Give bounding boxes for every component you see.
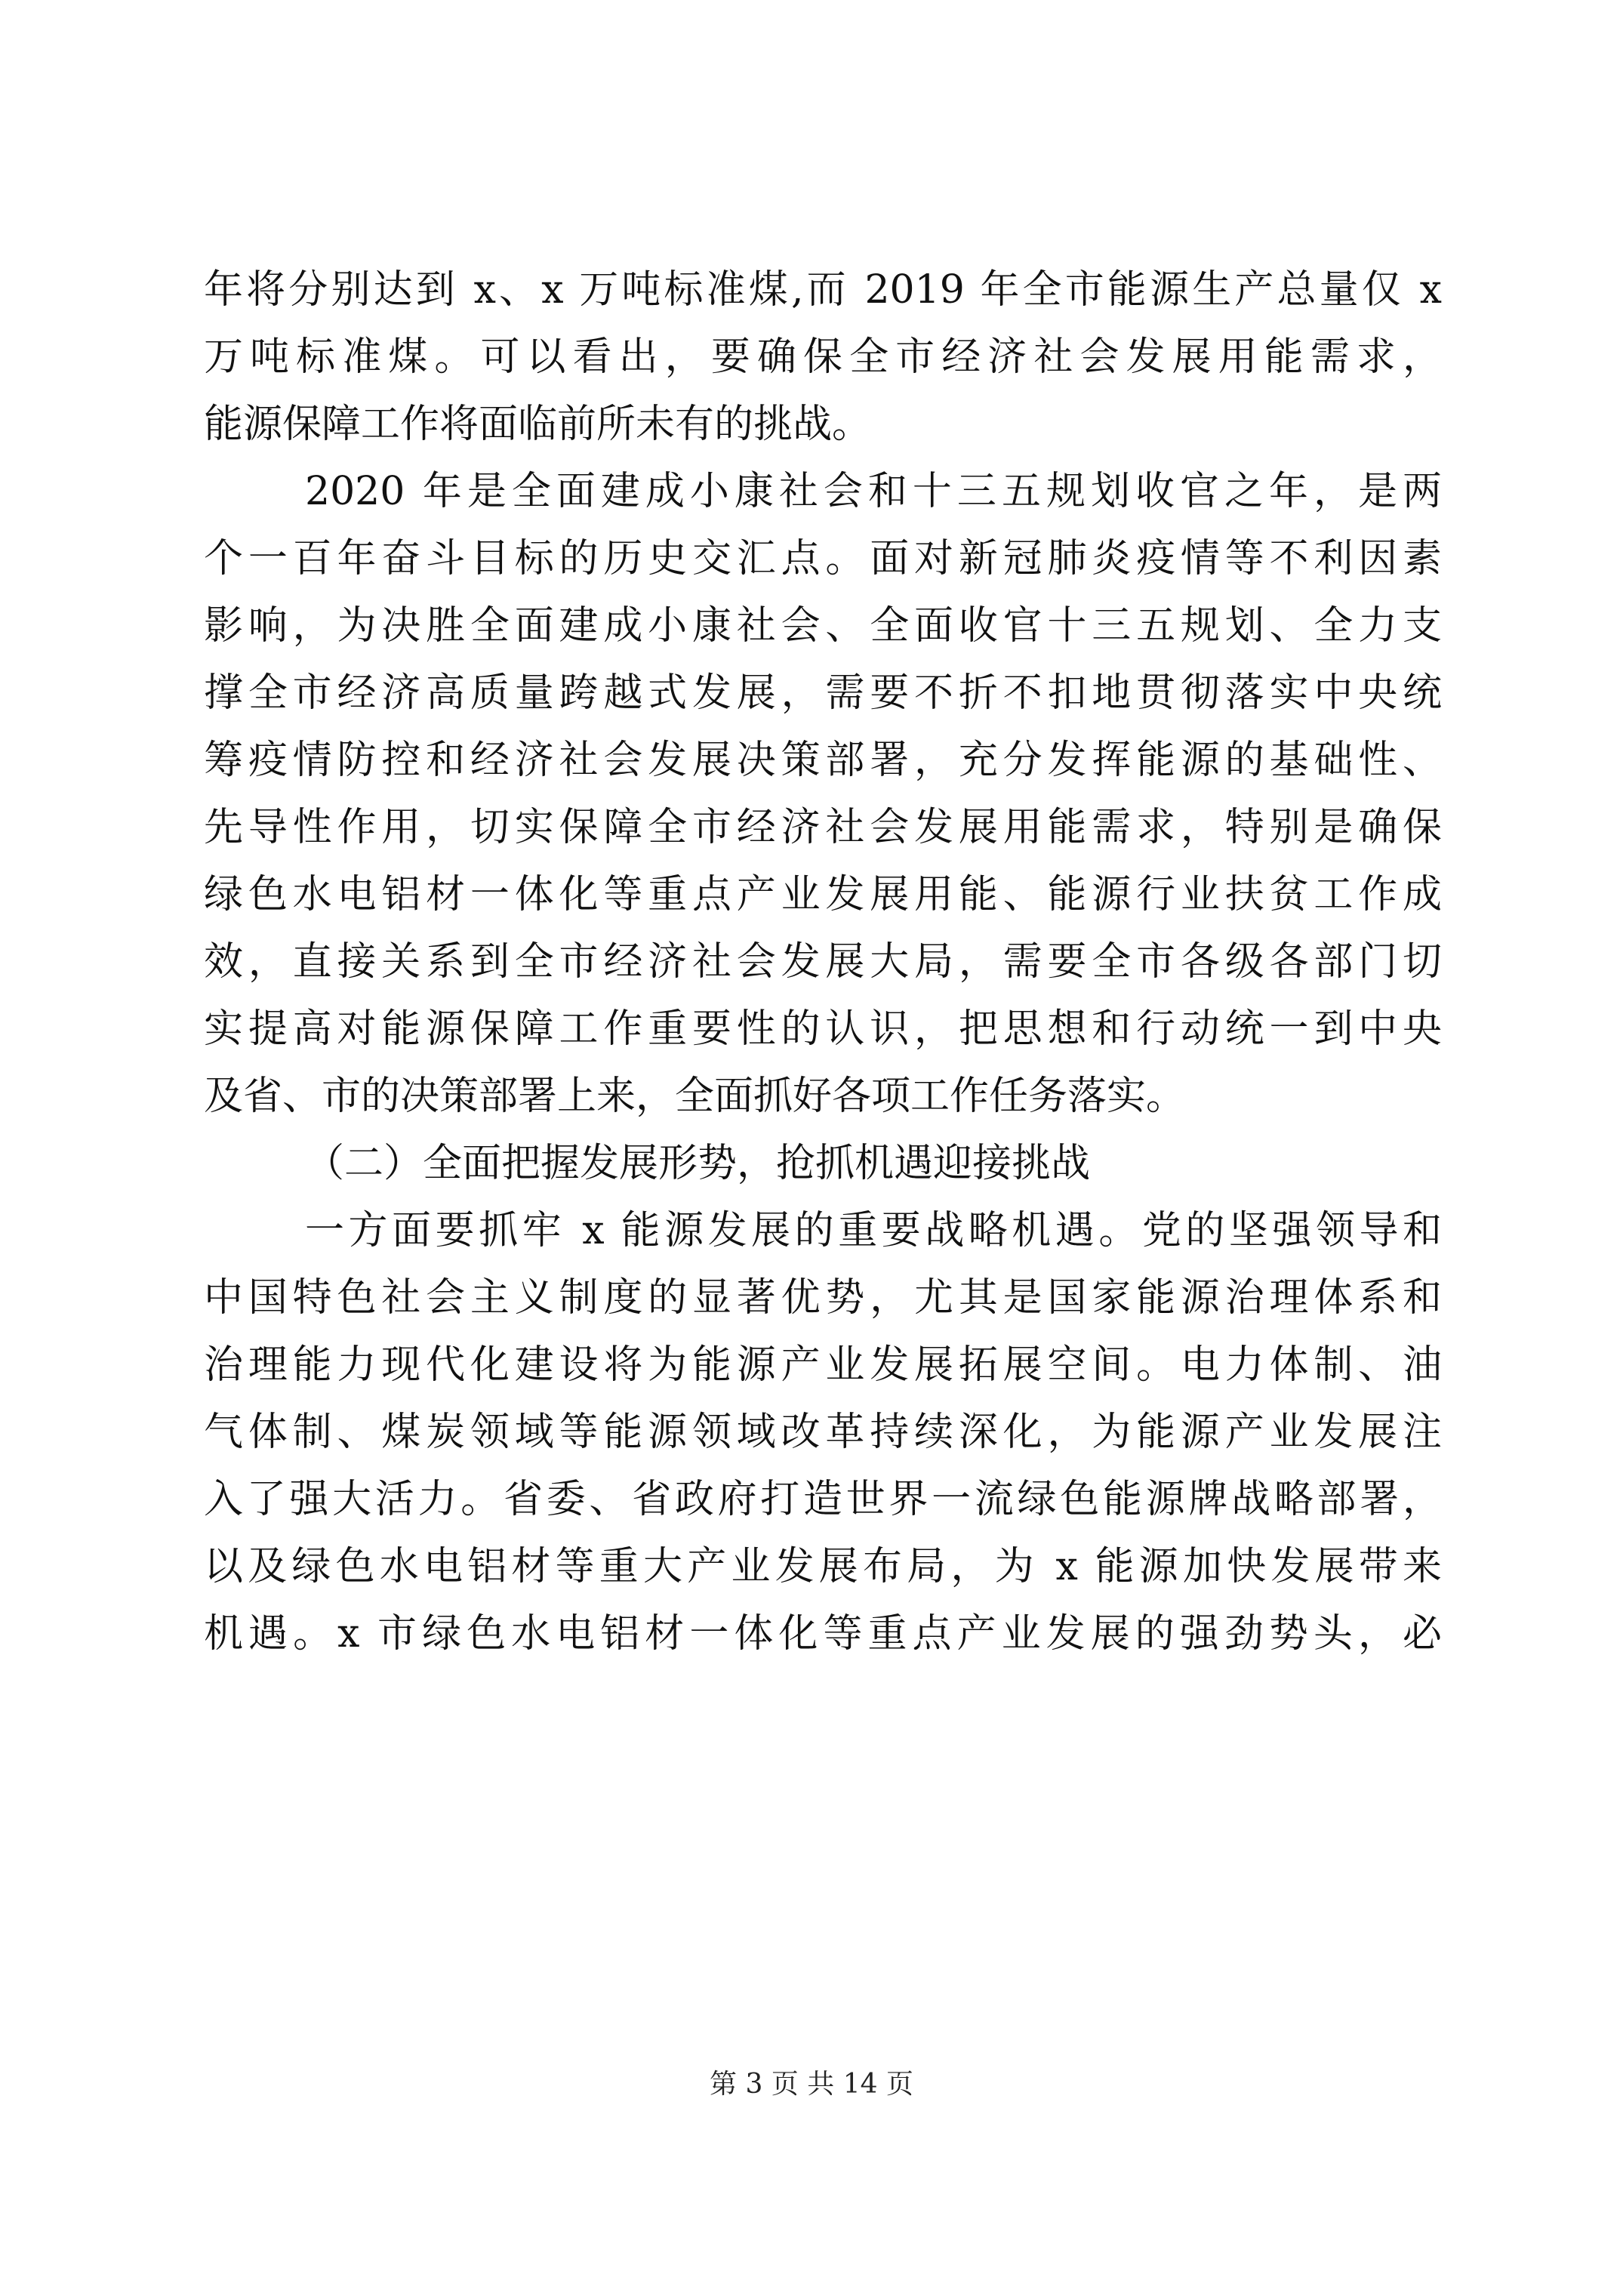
paragraph-line: 筹疫情防控和经济社会发展决策部署，充分发挥能源的基础性、 (204, 738, 1442, 783)
paragraph-line: 实提高对能源保障工作重要性的认识，把思想和行动统一到中央 (204, 1006, 1442, 1052)
paragraph-line: 个一百年奋斗目标的历史交汇点。面对新冠肺炎疫情等不利因素 (204, 536, 1442, 581)
paragraph-line: 年将分别达到 x、x 万吨标准煤,而 2019 年全市能源生产总量仅 x (204, 267, 1442, 313)
paragraph-line: 影响，为决胜全面建成小康社会、全面收官十三五规划、全力支 (204, 603, 1442, 649)
paragraph-line: 2020 年是全面建成小康社会和十三五规划收官之年，是两 (305, 469, 1442, 514)
paragraph-line: 中国特色社会主义制度的显著优势，尤其是国家能源治理体系和 (204, 1275, 1442, 1321)
paragraph-line: 机遇。x 市绿色水电铝材一体化等重点产业发展的强劲势头，必 (204, 1611, 1442, 1657)
paragraph-line: 万吨标准煤。可以看出，要确保全市经济社会发展用能需求， (204, 334, 1442, 380)
page-number-footer: 第 3 页 共 14 页 (710, 2069, 913, 2100)
paragraph-line: 气体制、煤炭领域等能源领域改革持续深化，为能源产业发展注 (204, 1410, 1442, 1455)
paragraph-line: 入了强大活力。省委、省政府打造世界一流绿色能源牌战略部署， (204, 1477, 1442, 1522)
document-body (204, 257, 1442, 1668)
paragraph-line: 能源保障工作将面临前所未有的挑战。 (204, 402, 872, 447)
paragraph-line: 及省、市的决策部署上来，全面抓好各项工作任务落实。 (204, 1074, 1186, 1119)
paragraph-line: 一方面要抓牢 x 能源发展的重要战略机遇。党的坚强领导和 (305, 1208, 1442, 1253)
section-heading: （二）全面把握发展形势，抢抓机遇迎接挑战 (305, 1141, 1091, 1186)
paragraph-line: 治理能力现代化建设将为能源产业发展拓展空间。电力体制、油 (204, 1342, 1442, 1388)
paragraph-line: 效，直接关系到全市经济社会发展大局，需要全市各级各部门切 (204, 939, 1442, 985)
paragraph-line: 绿色水电铝材一体化等重点产业发展用能、能源行业扶贫工作成 (204, 872, 1442, 917)
paragraph-line: 先导性作用，切实保障全市经济社会发展用能需求，特别是确保 (204, 805, 1442, 850)
paragraph-line: 撑全市经济高质量跨越式发展，需要不折不扣地贯彻落实中央统 (204, 670, 1442, 716)
paragraph-line: 以及绿色水电铝材等重大产业发展布局，为 x 能源加快发展带来 (204, 1544, 1442, 1589)
